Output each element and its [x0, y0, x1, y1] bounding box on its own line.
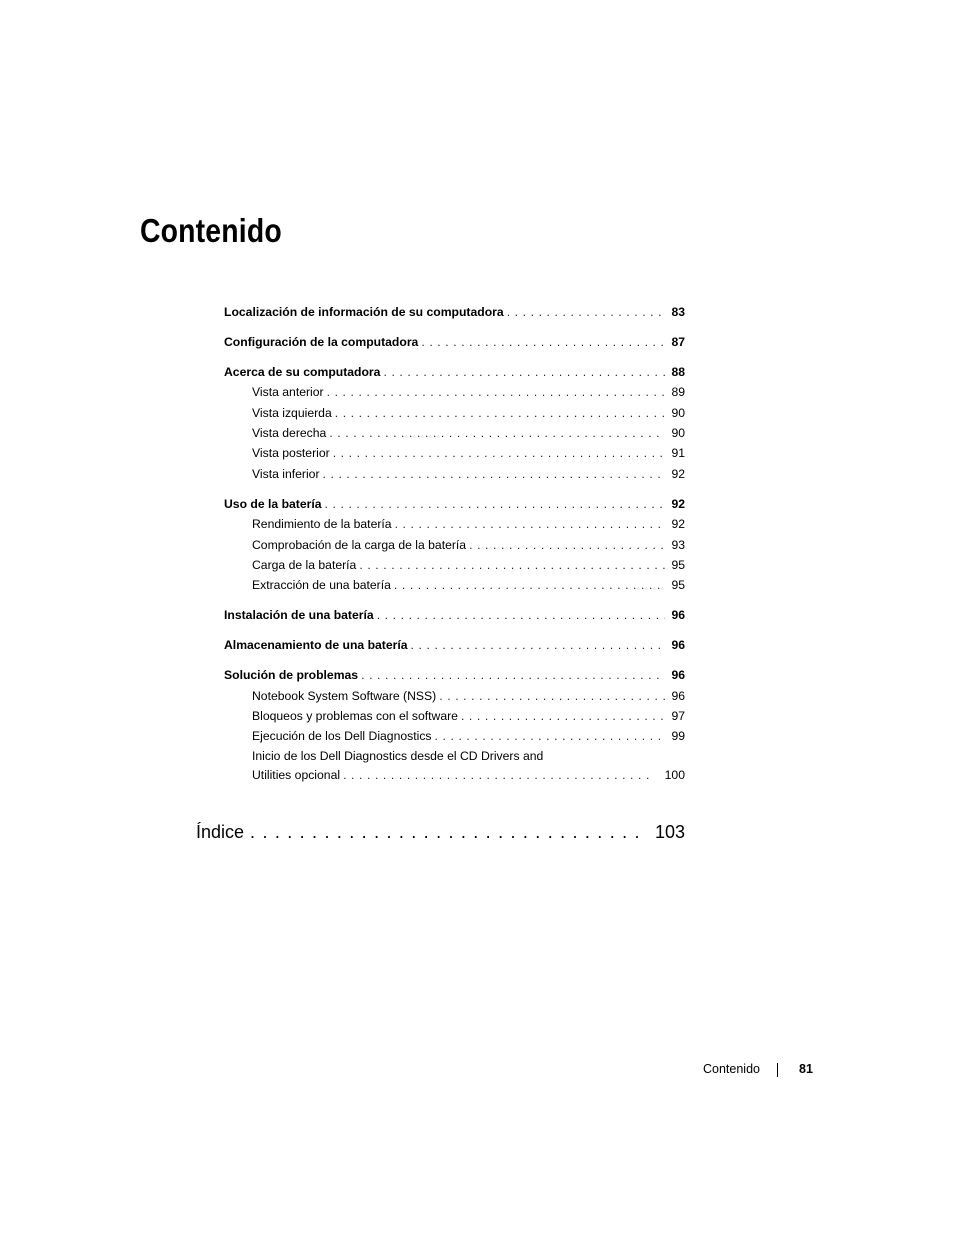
toc-entry-label-line1: Inicio de los Dell Diagnostics desde el CD Drivers and [252, 748, 544, 763]
toc-subentry[interactable] [252, 575, 685, 595]
page-title: Contenido [140, 212, 282, 249]
toc-entry-label: Ejecución de los Dell Diagnostics [252, 729, 432, 744]
index-entry-page: 103 [654, 822, 685, 842]
toc-entry[interactable] [224, 362, 685, 382]
toc-entry[interactable] [224, 605, 685, 625]
index-entry[interactable] [196, 822, 685, 843]
dot-leader [324, 382, 665, 402]
dot-leader [358, 665, 665, 685]
toc-entry-label: Extracción de una batería [252, 578, 391, 593]
toc-entry-page: 96 [671, 668, 685, 683]
toc-entry-page: 96 [671, 608, 685, 623]
toc-entry-label: Almacenamiento de una batería [224, 638, 408, 653]
toc-entry-page: 96 [671, 688, 685, 703]
toc-subentry[interactable] [252, 423, 685, 443]
dot-leader [380, 362, 665, 382]
dot-leader [392, 514, 665, 534]
dot-leader [330, 443, 665, 463]
dot-leader [432, 726, 665, 746]
toc-entry-label: Vista anterior [252, 385, 324, 400]
toc-entry-page: 95 [671, 557, 685, 572]
toc-entry-label: Vista posterior [252, 446, 330, 461]
table-of-contents [224, 302, 685, 785]
toc-subentry[interactable] [252, 403, 685, 423]
toc-entry-label: Notebook System Software (NSS) [252, 688, 437, 703]
toc-entry-label: Instalación de una batería [224, 608, 374, 623]
toc-entry[interactable] [224, 635, 685, 655]
toc-entry-page: 96 [671, 638, 685, 653]
dot-leader [374, 605, 665, 625]
toc-entry[interactable] [224, 665, 685, 685]
dot-leader [322, 494, 665, 514]
toc-entry-label: Comprobación de la carga de la batería [252, 537, 467, 552]
toc-entry[interactable] [224, 302, 685, 322]
dot-leader [458, 706, 665, 726]
toc-subentry[interactable] [252, 514, 685, 534]
toc-entry-page: 90 [671, 426, 685, 441]
toc-entry-label-line2: Utilities opcional [252, 767, 341, 782]
dot-leader [418, 332, 665, 352]
toc-entry-label: Vista izquierda [252, 405, 332, 420]
dot-leader [504, 302, 665, 322]
toc-entry-page: 89 [671, 385, 685, 400]
toc-entry-label: Acerca de su computadora [224, 364, 381, 379]
toc-entry-label: Carga de la batería [252, 557, 357, 572]
footer-page-number: 81 [799, 1062, 813, 1076]
dot-leader [244, 822, 645, 843]
footer-separator [777, 1063, 778, 1077]
toc-entry[interactable] [224, 494, 685, 514]
toc-subentry[interactable] [252, 706, 685, 726]
toc-entry-page: 100 [664, 767, 685, 782]
toc-subentry[interactable] [252, 535, 685, 555]
toc-subentry[interactable] [252, 555, 685, 575]
toc-entry-page: 91 [671, 446, 685, 461]
dot-leader [466, 535, 665, 555]
toc-subentry-multiline[interactable] [252, 747, 685, 785]
toc-entry-label: Vista derecha [252, 426, 327, 441]
toc-entry-label: Configuración de la computadora [224, 334, 419, 349]
toc-entry-page: 90 [671, 405, 685, 420]
index-entry-label: Índice [196, 822, 245, 842]
toc-entry-page: 92 [671, 466, 685, 481]
toc-entry-label: Solución de problemas [224, 668, 359, 683]
toc-entry-label: Bloqueos y problemas con el software [252, 708, 458, 723]
dot-leader [356, 555, 665, 575]
dot-leader [326, 423, 665, 443]
toc-subentry[interactable] [252, 726, 685, 746]
toc-subentry[interactable] [252, 443, 685, 463]
toc-entry-label: Uso de la batería [224, 496, 322, 511]
toc-subentry[interactable] [252, 464, 685, 484]
footer-section-name: Contenido [703, 1062, 760, 1076]
dot-leader [436, 686, 665, 706]
dot-leader [391, 575, 665, 595]
toc-entry-label: Localización de información de su computadora [224, 305, 504, 319]
toc-entry-page: 92 [671, 517, 685, 532]
toc-entry-page: 95 [671, 578, 685, 593]
dot-leader [408, 635, 665, 655]
toc-subentry[interactable] [252, 382, 685, 402]
toc-entry-label: Vista inferior [252, 466, 320, 481]
toc-entry-page: 83 [671, 305, 685, 319]
dot-leader [332, 403, 665, 423]
dot-leader [340, 766, 651, 785]
toc-entry-label: Rendimiento de la batería [252, 517, 392, 532]
toc-subentry[interactable] [252, 686, 685, 706]
toc-entry-page: 87 [671, 334, 685, 349]
toc-entry-page: 88 [671, 364, 685, 379]
toc-entry[interactable] [224, 332, 685, 352]
toc-entry-page: 93 [671, 537, 685, 552]
toc-entry-page: 99 [671, 729, 685, 744]
dot-leader [320, 464, 665, 484]
toc-entry-page: 97 [671, 708, 685, 723]
toc-entry-page: 92 [671, 496, 685, 511]
